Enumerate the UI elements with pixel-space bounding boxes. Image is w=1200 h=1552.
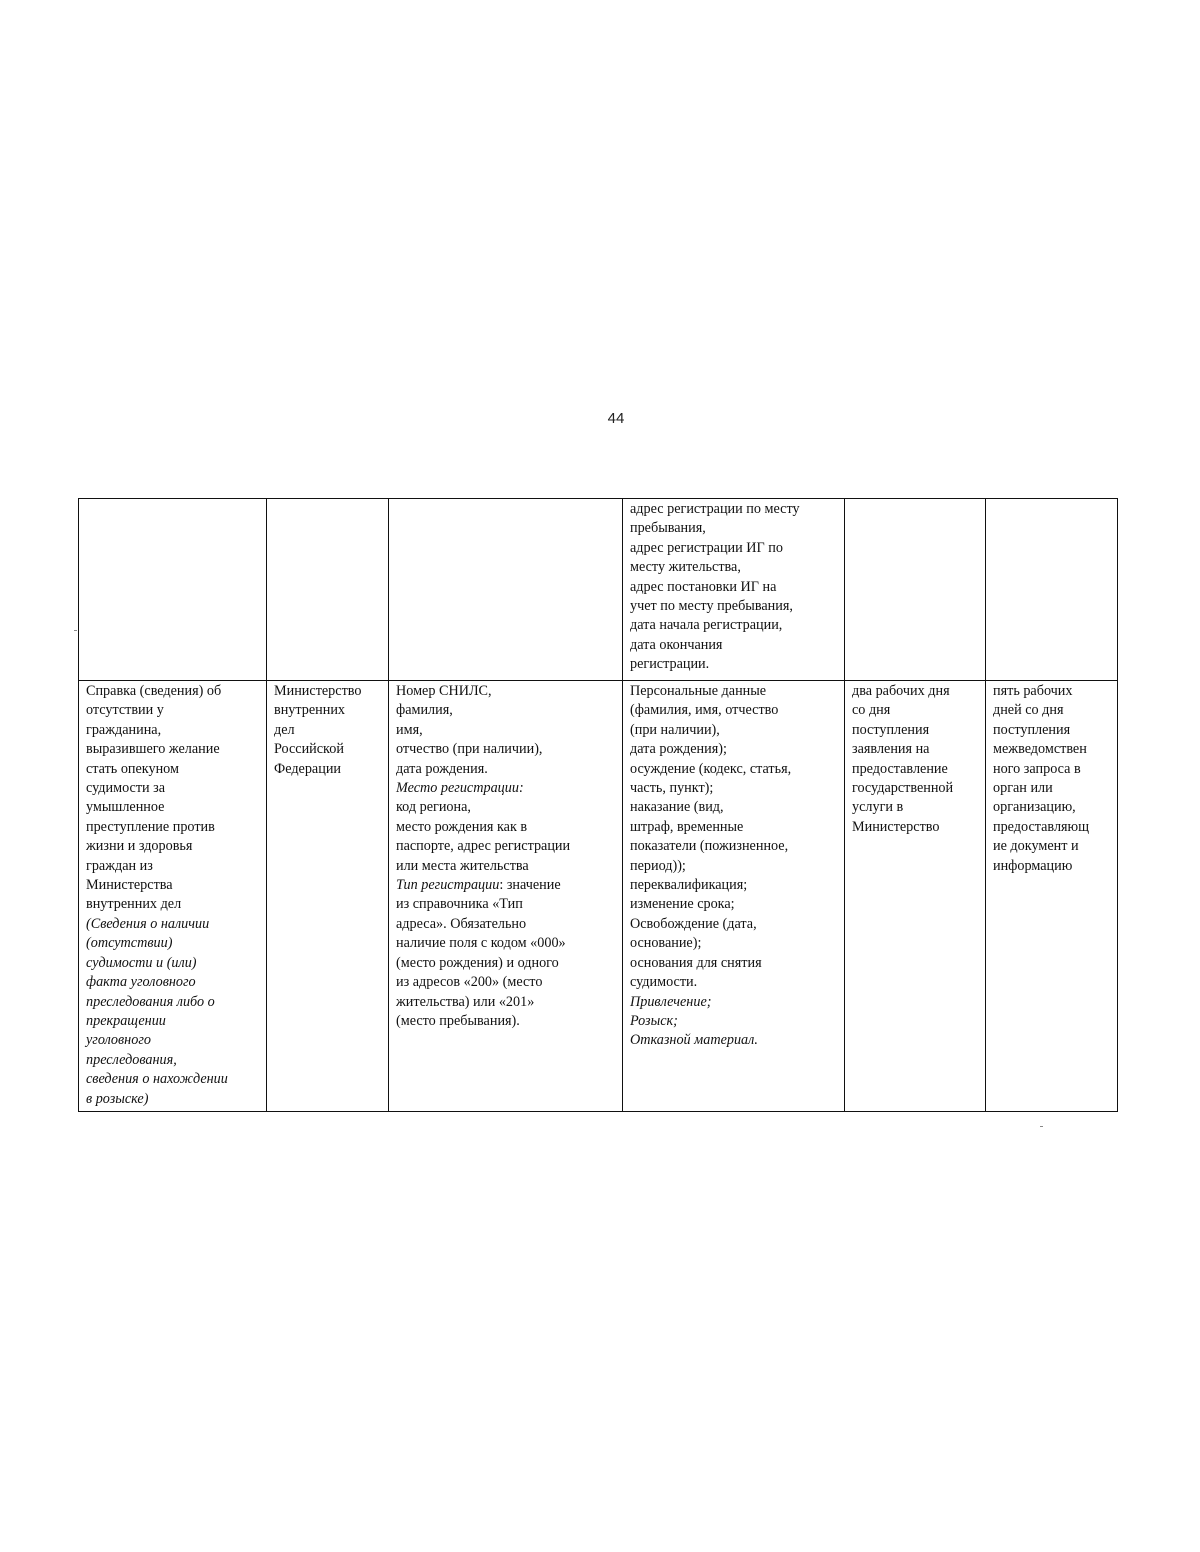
cell-text-line: Привлечение;	[630, 993, 712, 1010]
cell-text-line: жизни и здоровья	[86, 838, 193, 855]
cell-text-line: прекращении	[86, 1012, 166, 1029]
cell-text-line: орган или	[993, 780, 1053, 797]
cell-text-line: внутренних	[274, 702, 346, 719]
cell-text-line: Министерство	[852, 818, 940, 835]
document-table	[78, 498, 1118, 1112]
cell-text-line: отчество (при наличии),	[396, 741, 543, 758]
cell-response-data	[623, 499, 845, 681]
cell-text-line: Министерство	[274, 683, 362, 699]
cell-text-line: судимости и (или)	[86, 954, 197, 971]
cell-text-line: уголовного	[86, 1032, 151, 1049]
cell-text-line: основание);	[630, 935, 702, 952]
cell-text-line: (фамилия, имя, отчество	[630, 702, 779, 719]
cell-text-line: информацию	[993, 857, 1073, 874]
cell-text-line: штраф, временные	[630, 818, 744, 835]
cell-request-data	[389, 499, 623, 681]
cell-text-line: отсутствии у	[86, 702, 164, 719]
cell-text-line: имя,	[396, 721, 423, 738]
cell-document-name	[79, 499, 267, 681]
cell-request-term	[845, 499, 986, 681]
cell-text-line: Министерства	[86, 877, 173, 894]
cell-text-line: организацию,	[993, 799, 1076, 816]
cell-text-line: показатели (пожизненное,	[630, 838, 789, 855]
cell-text-line: из адресов «200» (место	[396, 974, 543, 991]
cell-text-fragment: : значение	[499, 877, 561, 894]
cell-text-line: заявления на	[852, 741, 930, 758]
cell-text-line: межведомствен	[993, 741, 1087, 758]
cell-text-line: преследования либо о	[86, 993, 215, 1010]
cell-provider	[267, 499, 389, 681]
cell-text-line: предоставляющ	[993, 818, 1090, 835]
cell-request-data	[389, 681, 623, 1112]
cell-text-line: дел	[274, 721, 295, 738]
cell-text-line: (место рождения) и одного	[396, 954, 559, 971]
cell-text-line: адреса». Обязательно	[396, 915, 527, 932]
cell-text-line: Справка (сведения) об	[86, 683, 222, 699]
cell-text-line: учет по месту пребывания,	[630, 598, 793, 615]
cell-text-line: судимости за	[86, 780, 166, 797]
cell-text-line: Российской	[274, 741, 344, 758]
cell-text-line: (место пребывания).	[396, 1012, 520, 1029]
cell-text-line: или места жительства	[396, 857, 529, 874]
scan-speck	[1040, 1126, 1043, 1127]
cell-text-line: осуждение (кодекс, статья,	[630, 760, 792, 777]
cell-text-line: в розыске)	[86, 1090, 149, 1107]
cell-text-line: умышленное	[86, 799, 165, 816]
cell-text-line: период));	[630, 857, 686, 874]
cell-text-line: со дня	[852, 702, 891, 719]
cell-response-term	[986, 499, 1118, 681]
cell-text-line: стать опекуном	[86, 760, 179, 777]
cell-text-line: жительства) или «201»	[396, 993, 535, 1010]
cell-text-line	[396, 876, 616, 895]
cell-text-line: поступления	[852, 721, 930, 738]
cell-text-line: (при наличии),	[630, 721, 720, 738]
cell-text-line: выразившего желание	[86, 741, 220, 758]
cell-text-line: Освобождение (дата,	[630, 915, 757, 932]
cell-text-line: изменение срока;	[630, 896, 735, 913]
cell-text-line: услуги в	[852, 799, 904, 816]
cell-text-line: фамилия,	[396, 702, 453, 719]
cell-provider	[267, 681, 389, 1112]
cell-response-data	[623, 681, 845, 1112]
cell-text-line: Номер СНИЛС,	[396, 683, 492, 699]
cell-text-line: пять рабочих	[993, 683, 1073, 699]
cell-text-line: паспорте, адрес регистрации	[396, 838, 571, 855]
cell-text-line: из справочника «Тип	[396, 896, 523, 913]
cell-text-line: (Сведения о наличии	[86, 915, 210, 932]
cell-text-line: основания для снятия	[630, 954, 762, 971]
cell-text-line: пребывания,	[630, 520, 706, 537]
cell-text-line: наказание (вид,	[630, 799, 724, 816]
cell-text-line: гражданина,	[86, 721, 162, 738]
cell-text-line: регистрации.	[630, 656, 710, 673]
cell-text-line: дата рождения.	[396, 760, 488, 777]
cell-text-line: адрес постановки ИГ на	[630, 578, 777, 595]
cell-text-line: факта уголовного	[86, 974, 196, 991]
cell-request-term	[845, 681, 986, 1112]
cell-text-line: код региона,	[396, 799, 471, 816]
cell-text-line: Федерации	[274, 760, 342, 777]
cell-text-line: дней со дня	[993, 702, 1064, 719]
cell-text-line: Отказной материал.	[630, 1032, 758, 1049]
cell-text-line: преступление против	[86, 818, 215, 835]
cell-text-line: адрес регистрации по месту	[630, 501, 800, 517]
table-row-criminal-record-certificate	[79, 681, 1118, 1112]
table-row-continuation	[79, 499, 1118, 681]
cell-response-term	[986, 681, 1118, 1112]
cell-text-line: два рабочих дня	[852, 683, 950, 699]
cell-document-name	[79, 681, 267, 1112]
cell-text-line: государственной	[852, 780, 954, 797]
cell-text-line: адрес регистрации ИГ по	[630, 539, 783, 556]
cell-text-line: поступления	[993, 721, 1071, 738]
cell-text-line: Персональные данные	[630, 683, 767, 699]
cell-text-line: место рождения как в	[396, 818, 528, 835]
cell-text-line: дата начала регистрации,	[630, 617, 783, 634]
cell-text-line: месту жительства,	[630, 559, 741, 576]
cell-text-line: (отсутствии)	[86, 935, 173, 952]
cell-text-line: наличие поля с кодом «000»	[396, 935, 566, 952]
cell-text-line: Место регистрации:	[396, 780, 524, 797]
cell-text-line: преследования,	[86, 1051, 177, 1068]
cell-text-line: дата окончания	[630, 636, 723, 653]
scan-speck	[74, 630, 77, 631]
cell-text-line: переквалификация;	[630, 877, 748, 894]
cell-text-line: часть, пункт);	[630, 780, 714, 797]
cell-text-line: внутренних дел	[86, 896, 182, 913]
cell-text-line: граждан из	[86, 857, 153, 874]
cell-text-line: сведения о нахождении	[86, 1071, 228, 1088]
cell-text-line: судимости.	[630, 974, 698, 991]
cell-text-line: дата рождения);	[630, 741, 727, 758]
page-number: 44	[607, 410, 625, 427]
cell-text-line: ного запроса в	[993, 760, 1081, 777]
cell-text-line: предоставление	[852, 760, 948, 777]
cell-text-fragment: Тип регистрации	[396, 877, 500, 894]
cell-text-line: Розыск;	[630, 1012, 678, 1029]
cell-text-line: ие документ и	[993, 838, 1079, 855]
